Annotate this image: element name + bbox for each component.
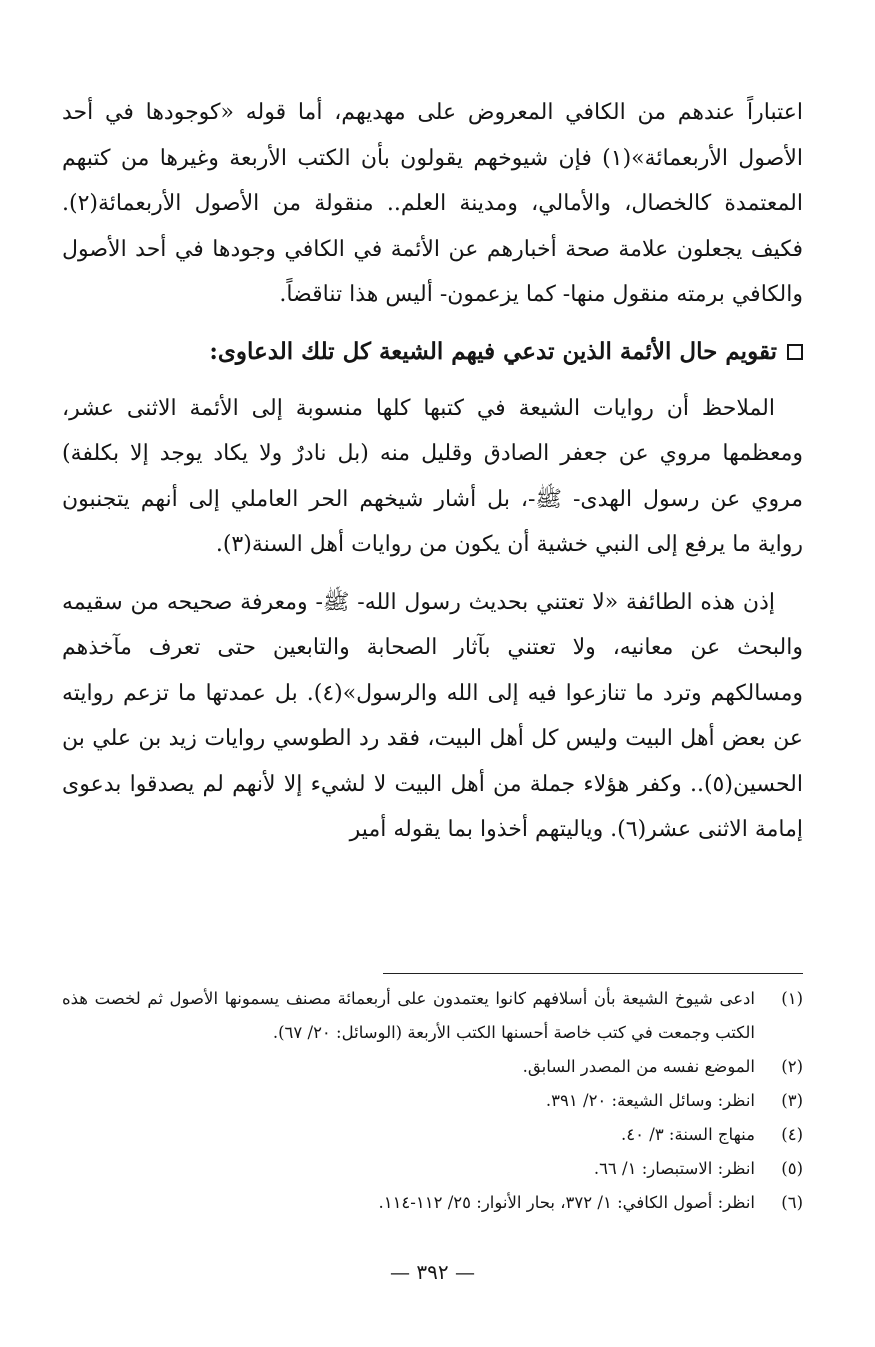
footnotes (62, 982, 803, 1220)
footnote-number: (٥) (781, 1159, 803, 1178)
footnote-text: الموضع نفسه من المصدر السابق. (522, 1057, 755, 1076)
footnote-number: (٢) (781, 1057, 803, 1076)
footnote-text: انظر: وسائل الشيعة: ٢٠/ ٣٩١. (545, 1091, 755, 1110)
footnote-number: (١) (781, 989, 803, 1008)
footnote-text: منهاج السنة: ٣/ ٤٠. (621, 1125, 755, 1144)
section-heading-text: تقويم حال الأئمة الذين تدعي فيهم الشيعة كل تلك الدعاوى: (209, 337, 777, 365)
footnote-number: (٦) (781, 1193, 803, 1212)
body-paragraph-2: الملاحظ أن روايات الشيعة في كتبها كلها منسوبة إلى الأئمة الاثنى عشر، ومعظمها مروي عن جعفر الصادق وقليل منه (بل نادرٌ ولا يكاد يوجد إلا بكلفة) مروي عن رسول الهدى- ﷺ-، بل أشار شيخهم الحر العاملي إلى أنهم يتجنبون رواية ما يرفع إلى النبي خشية أن يكون من روايات أهل السنة(٣). (62, 395, 803, 557)
footnote-item (62, 982, 803, 1050)
body-paragraph-1: اعتباراً عندهم من الكافي المعروض على مهديهم، أما قوله «كوجودها في أحد الأصول الأربعمائة»(١) فإن شيوخهم يقولون بأن الكتب الأربعة وغيرها من كتبهم المعتمدة كالخصال، والأمالي، ومدينة العلم.. منقولة من الأصول الأربعمائة(٢). فكيف يجعلون علامة صحة أخبارهم عن الأئمة في الكافي وجودها في أحد الأصول والكافي برمته منقول منها- كما يزعمون- أليس هذا تناقضاً. (62, 100, 803, 307)
body-paragraph-3: إذن هذه الطائفة «لا تعتني بحديث رسول الله- ﷺ- ومعرفة صحيحه من سقيمه والبحث عن معانيه، ولا تعتني بآثار الصحابة والتابعين حتى تعرف مآخذهم ومسالكهم وترد ما تنازعوا فيه إلى الله والرسول»(٤). بل عمدتها ما تزعم روايته عن بعض أهل البيت وليس كل أهل البيت، فقد رد الطوسي روايات زيد بن علي بن الحسين(٥).. وكفر هؤلاء جملة من أهل البيت لا لشيء إلا لأنهم لم يصدقوا بدعوى إمامة الاثنى عشر(٦). وياليتهم أخذوا بما يقوله أمير (62, 589, 803, 842)
footnote-item (62, 1084, 803, 1118)
footnote-item (62, 1050, 803, 1084)
book-page (62, 90, 803, 1347)
footnote-item (62, 1118, 803, 1152)
square-bullet-icon (787, 344, 803, 360)
footnote-text: ادعى شيوخ الشيعة بأن أسلافهم كانوا يعتمدون على أربعمائة مصنف يسمونها الأصول ثم لخصت هذه الكتب وجمعت في كتب خاصة أحسنها الكتب الأربعة (الوسائل: ٢٠/ ٦٧). (62, 989, 755, 1042)
footnote-item (62, 1186, 803, 1220)
footnote-divider (383, 973, 803, 974)
footnote-text: انظر: الاستبصار: ١/ ٦٦. (593, 1159, 755, 1178)
footnote-item (62, 1152, 803, 1186)
footnote-number: (٣) (781, 1091, 803, 1110)
section-heading (62, 330, 803, 374)
footnote-text: انظر: أصول الكافي: ١/ ٣٧٢، بحار الأنوار: ٢٥/ ١١٢-١١٤. (378, 1193, 755, 1212)
page-number: — ٣٩٢ — (390, 1260, 475, 1284)
footnote-number: (٤) (781, 1125, 803, 1144)
